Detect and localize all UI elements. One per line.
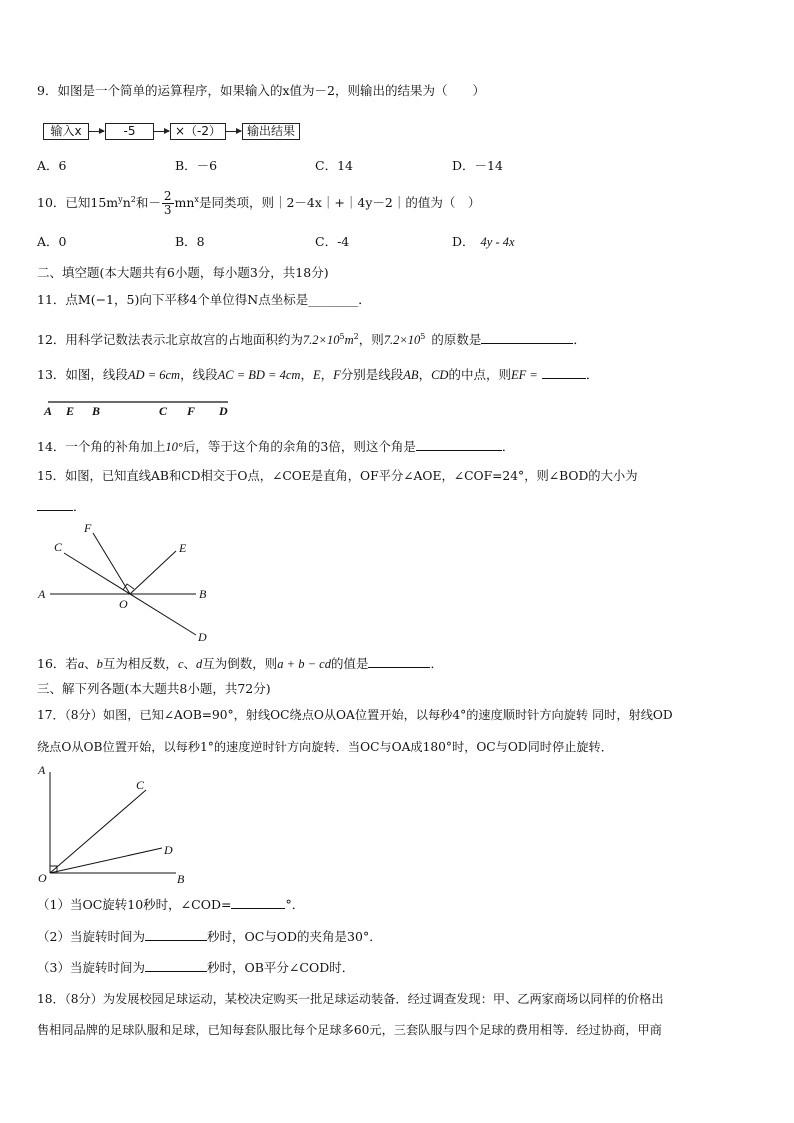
flow-box-times-neg2: ×（-2） [170, 123, 226, 140]
q14-answer-blank[interactable] [416, 438, 502, 451]
q16-stem: 16．若a、b互为相反数，c、d互为倒数，则a + b − cd的值是 ． [37, 656, 443, 671]
label-f: F [84, 521, 92, 535]
q17-sub3-blank[interactable] [145, 959, 207, 972]
q9-option-c: C．14 [315, 158, 353, 173]
point-label-d: D [219, 404, 228, 418]
q13-segment-figure [40, 396, 240, 420]
q9-option-a: A．6 [37, 158, 67, 173]
q10-option-d: D． 4y - 4x [452, 234, 515, 249]
label-b: B [177, 872, 185, 886]
q18-stem-line2: 售相同品牌的足球队服和足球，已知每套队服比每个足球多60元，三套队服与四个足球的费用相等．经过协商，甲商 [37, 1023, 662, 1037]
flow-arrow-3 [225, 131, 241, 132]
fraction-two-thirds: $\frac{2}{3}$ [163, 189, 172, 218]
flow-box-minus5: -5 [105, 123, 154, 140]
q10-option-b: B．8 [175, 234, 205, 249]
label-c: C [136, 778, 145, 792]
point-label-b: B [92, 404, 101, 418]
label-d: D [164, 843, 173, 857]
q15-answer-blank[interactable] [37, 498, 73, 511]
q12-answer-blank[interactable] [481, 331, 573, 344]
flow-arrow-2 [153, 131, 169, 132]
q9-stem: 9．如图是一个简单的运算程序，如果输入的x值为－2，则输出的结果为（ ） [37, 83, 485, 98]
ray-oc [50, 790, 146, 873]
label-a: A [38, 763, 46, 777]
label-o: O [119, 597, 128, 611]
q14-stem: 14．一个角的补角加上10°后，等于这个角的余角的3倍，则这个角是 ． [37, 439, 515, 454]
q9-option-b: B．－6 [175, 158, 218, 173]
label-e: E [179, 541, 187, 555]
q15-stem: 15．如图，已知直线AB和CD相交于O点，∠COE是直角，OF平分∠AOE，∠COF=24°，则∠BOD的大小为 [37, 469, 638, 483]
ray-od [50, 848, 162, 873]
q13-answer-blank[interactable] [542, 366, 586, 379]
point-label-e: E [66, 404, 75, 418]
q9-option-d: D．－14 [452, 158, 503, 173]
q10-option-c: C．-4 [315, 234, 350, 249]
q17-sub2-blank[interactable] [145, 928, 207, 941]
label-b: B [199, 587, 207, 601]
q17-sub1-blank[interactable] [231, 896, 285, 909]
point-label-c: C [159, 404, 168, 418]
q18-stem-line1: 18．（8分）为发展校园足球运动，某校决定购买一批足球运动装备．经过调查发现：甲、乙两家商场以同样的价格出 [37, 992, 664, 1006]
q16-answer-blank[interactable] [368, 655, 430, 668]
label-d: D [198, 630, 207, 644]
label-c: C [54, 540, 63, 554]
q12-stem: 12．用科学记数法表示北京故宫的占地面积约为$7.2\times 10^5m^2$，则$7.2\times 10^5$ 的原数是 ． [37, 332, 586, 348]
flow-arrow-1 [88, 131, 104, 132]
q10-stem: 10．已知$15m^yn^2$和－ $\frac{2}{3}$ $mn^x$是同类项，则｜2－4x｜+｜4y－2｜的值为（ ） [37, 189, 481, 218]
q17-sub1: （1）当OC旋转10秒时，∠COD= °． [37, 897, 305, 912]
point-label-f: F [187, 404, 196, 418]
q10-option-a: A．0 [37, 234, 67, 249]
q17-angle-figure [36, 762, 196, 887]
label-a: A [38, 587, 46, 601]
flow-box-output: 输出结果 [242, 123, 300, 140]
q17-stem-line1: 17．（8分）如图，已知∠AOB=90°，射线OC绕点O从OA位置开始，以每秒4°的速度顺时针方向旋转 同时，射线OD [37, 708, 673, 722]
section-3-heading: 三、解下列各题(本大题共8小题，共72分) [37, 681, 271, 696]
q17-sub2: （2）当旋转时间为 秒时，OC与OD的夹角是30°． [37, 929, 382, 944]
section-2-heading: 二、填空题(本大题共有6小题，每小题3分，共18分) [37, 265, 329, 280]
q17-stem-line2: 绕点O从OB位置开始，以每秒1°的速度逆时针方向旋转．当OC与OA成180°时，OC与OD同时停止旋转． [37, 740, 613, 754]
ray-of [93, 533, 130, 594]
q13-stem: 13．如图，线段AD = 6cm，线段AC = BD = 4cm，E，F分别是线段AB，CD的中点，则EF = ． [37, 367, 599, 382]
q15-angle-figure [36, 520, 216, 645]
label-o: O [38, 871, 47, 885]
q17-sub3: （3）当旋转时间为 秒时，OB平分∠COD时． [37, 960, 355, 975]
ray-oe [130, 551, 176, 594]
point-label-a: A [44, 404, 53, 418]
q11-stem: 11．点M(−1，5)向下平移4个单位得N点坐标是________． [37, 292, 371, 307]
flow-box-input: 输入x [43, 123, 89, 140]
q15-answer-line: ． [37, 498, 86, 515]
